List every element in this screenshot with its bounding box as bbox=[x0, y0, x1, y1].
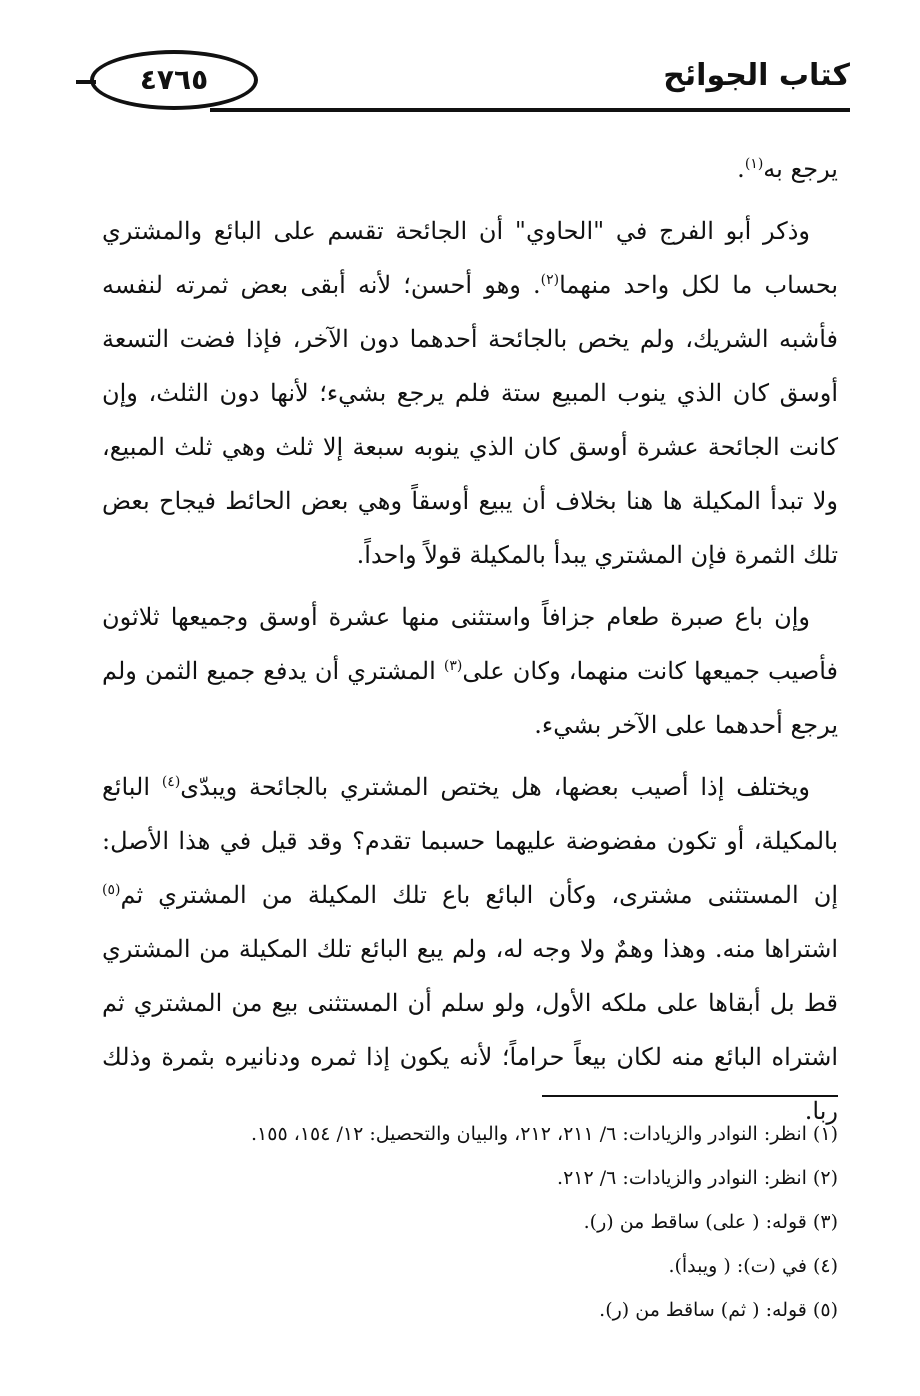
paragraph bbox=[102, 590, 838, 752]
paragraph-text: المشتري أن يدفع جميع الثمن ولم يرجع أحدهما على الآخر بشيء. bbox=[102, 657, 838, 739]
book-title: كتاب الجوائح bbox=[663, 58, 850, 93]
footnote: (١) انظر: النوادر والزيادات: ٦/ ٢١١، ٢١٢، والبيان والتحصيل: ١٢/ ١٥٤، ١٥٥. bbox=[250, 1123, 838, 1145]
paragraph-text: وإن باع صبرة طعام جزافاً واستثنى منها عشرة أوسق وجميعها ثلاثون فأصيب جميعها كانت منهما، وكان على bbox=[102, 603, 839, 685]
footnote-marker: (٥) bbox=[102, 882, 121, 898]
page-number: ٤٧٦٥ bbox=[139, 63, 209, 96]
paragraph-text: ويختلف إذا أصيب بعضها، هل يختص المشتري بالجائحة ويبدّى bbox=[180, 773, 811, 801]
footnote: (٤) في (ت): ( ويبدأ). bbox=[668, 1255, 838, 1277]
footnotes bbox=[102, 1112, 838, 1332]
paragraph-text: يرجع به bbox=[763, 155, 838, 183]
page-number-oval bbox=[90, 50, 258, 110]
footnote: (٣) قوله: ( على) ساقط من (ر). bbox=[583, 1211, 838, 1233]
paragraph bbox=[102, 142, 838, 196]
footnote-marker: (٣) bbox=[443, 658, 463, 674]
header-rule bbox=[210, 108, 850, 112]
paragraph-text: اشتراها منه. وهذا وهمٌ ولا وجه له، ولم يبع البائع تلك المكيلة من المشتري قط بل أبقاها على ملكه الأول، ولو سلم أن المستثنى بيع من المشتري ثم اشتراه البائع منه لكان بيعاً حراماً؛ لأنه يكون إذا ثمره ودنانيره بثمرة وذلك ربا. bbox=[102, 935, 839, 1125]
footnote-marker: (٤) bbox=[161, 774, 181, 790]
footnote-marker: (١) bbox=[744, 156, 764, 172]
body-text bbox=[102, 142, 838, 1146]
paragraph-text: البائع بالمكيلة، أو تكون مفضوضة عليهما حسبما تقدم؟ وقد قيل في هذا الأصل: إن المستثنى مشترى، وكأن البائع باع تلك المكيلة من المشتري ثم bbox=[102, 773, 838, 909]
footnote: (٢) انظر: النوادر والزيادات: ٦/ ٢١٢. bbox=[557, 1167, 838, 1189]
paragraph-text: . وهو أحسن؛ لأنه أبقى بعض ثمرته لنفسه فأشبه الشريك، ولم يخص بالجائحة أحدهما دون الآخر، فإذا فضت التسعة أوسق كان الذي ينوب المبيع ستة فلم يرجع بشيء؛ لأنها دون الثلث، وإن كانت الجائحة عشرة أوسق كان الذي ينوبه سبعة إلا ثلث وهي ثلث المبيع، ولا تبدأ المكيلة ها هنا بخلاف أن يبيع أوسقاً وهي بعض الحائط فيجاح بعض تلك الثمرة فإن المشتري يبدأ بالمكيلة قولاً واحداً. bbox=[102, 271, 838, 569]
footnote: (٥) قوله: ( ثم) ساقط من (ر). bbox=[599, 1299, 838, 1321]
paragraph-text: . bbox=[737, 155, 745, 183]
paragraph bbox=[102, 204, 838, 582]
page-header bbox=[60, 40, 850, 120]
paragraph bbox=[102, 760, 838, 1138]
footnote-separator bbox=[542, 1095, 838, 1097]
footnote-marker: (٢) bbox=[540, 272, 560, 288]
paragraph-text: وذكر أبو الفرج في "الحاوي" أن الجائحة تقسم على البائع والمشتري بحساب ما لكل واحد منهما bbox=[102, 217, 839, 299]
